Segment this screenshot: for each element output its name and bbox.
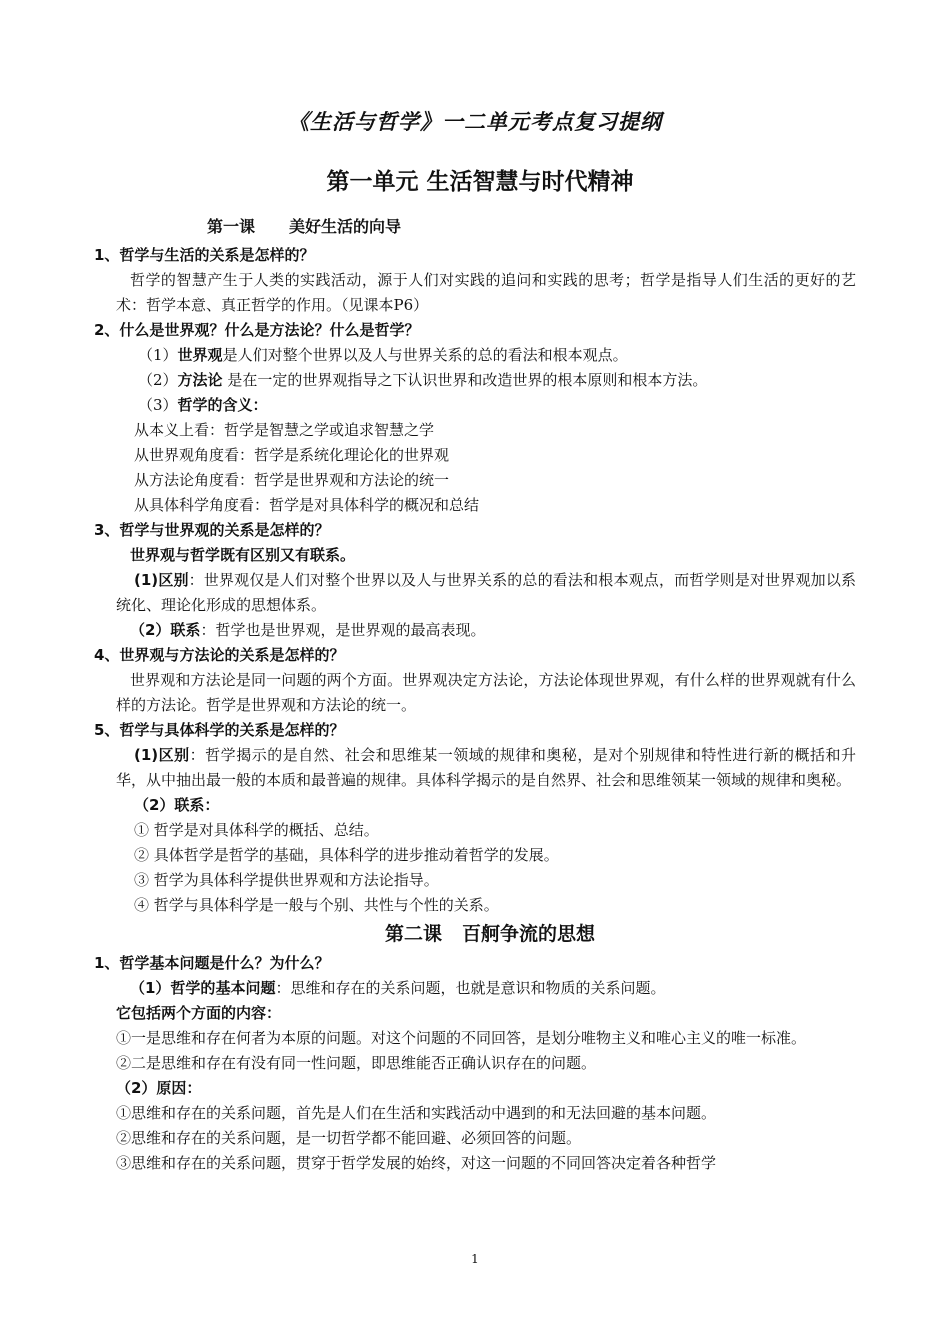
difference-text: ：哲学揭示的是自然、社会和思维某一领域的规律和奥秘，是对个别规律和特性进行新的概括和升华，从中抽出最一般的本质和最普遍的规律。具体科学揭示的是自然界、社会和思维领某一领域的规律和奥秘。 (116, 746, 856, 789)
question-3-connection (94, 618, 856, 643)
question-4-title: 4、世界观与方法论的关系是怎样的？ (94, 646, 345, 664)
philosophy-view-item: 从本义上看：哲学是智慧之学或追求智慧之学 (134, 421, 435, 439)
question-3-title: 3、哲学与世界观的关系是怎样的？ (94, 521, 330, 539)
question-1-body: 哲学的智慧产生于人类的实践活动，源于人们对实践的追问和实践的思考；哲学是指导人们生活的更好的艺术：哲学本意、真正哲学的作用。（见课本P6） (116, 271, 856, 314)
methodology-definition (94, 368, 856, 393)
lesson2-number: 第二课 (384, 923, 442, 945)
philosophy-view-item: 从具体科学角度看：哲学是对具体科学的概况和总结 (134, 496, 480, 514)
difference-label: (1)区别 (134, 746, 190, 764)
question-3-lead: 世界观与哲学既有区别又有联系。 (130, 546, 356, 564)
basic-question-text: ：思维和存在的关系问题，也就是意识和物质的关系问题。 (275, 979, 666, 997)
worldview-number: （1） (138, 346, 178, 364)
methodology-number: （2） (138, 371, 178, 389)
question-5-title: 5、哲学与具体科学的关系是怎样的？ (94, 721, 345, 739)
worldview-text: 是人们对整个世界以及人与世界关系的总的看法和根本观点。 (222, 346, 628, 364)
reason-item: ②思维和存在的关系问题，是一切哲学都不能回避、必须回答的问题。 (116, 1129, 582, 1147)
philosophy-view-item: 从世界观角度看：哲学是系统化理论化的世界观 (134, 446, 450, 464)
difference-text: ：世界观仅是人们对整个世界以及人与世界关系的总的看法和根本观点，而哲学则是对世界观加以系统化、理论化形成的思想体系。 (116, 571, 856, 614)
philosophy-view-item: 从方法论角度看：哲学是世界观和方法论的统一 (134, 471, 450, 489)
lesson1-name: 美好生活的向导 (289, 217, 402, 236)
aspect-2: ②二是思维和存在有没有同一性问题，即思维能否正确认识存在的问题。 (116, 1054, 597, 1072)
aspect-1-text: ①一是思维和存在何者为本原的问题。对这个问题的不同回答，是划分唯物主义和唯心主义的唯一标准。 (116, 1029, 807, 1047)
philosophy-meaning-number: （3） (138, 396, 178, 414)
question-4-text (94, 668, 856, 718)
page-number: 1 (471, 1252, 479, 1266)
connection-item: ② 具体哲学是哲学的基础，具体科学的进步推动着哲学的发展。 (134, 846, 559, 864)
connection-item: ① 哲学是对具体科学的概括、总结。 (134, 821, 379, 839)
aspect-1 (94, 1026, 856, 1051)
worldview-term: 世界观 (177, 346, 223, 364)
philosophy-meaning (94, 393, 856, 418)
lesson2-name: 百舸争流的思想 (462, 923, 596, 945)
lesson1-number: 第一课 (207, 217, 256, 236)
document-title: 《生活与哲学》一二单元考点复习提纲 (288, 110, 662, 134)
question-4-body: 世界观和方法论是同一问题的两个方面。世界观决定方法论，方法论体现世界观，有什么样的世界观就有什么样的方法论。哲学是世界观和方法论的统一。 (116, 671, 856, 714)
connection-label: （2）联系 (130, 621, 201, 639)
reason-item: ③思维和存在的关系问题，贯穿于哲学发展的始终，对这一问题的不同回答决定着各种哲学 (116, 1154, 717, 1172)
document-body (94, 243, 856, 1176)
lesson1-heading (207, 214, 401, 237)
worldview-definition (94, 343, 856, 368)
lesson2-heading (94, 918, 856, 951)
reason-label: （2）原因： (116, 1079, 202, 1097)
connection-text: ：哲学也是世界观，是世界观的最高表现。 (200, 621, 486, 639)
question-1-title: 1、哲学与生活的关系是怎样的？ (94, 246, 315, 264)
question-2-title: 2、什么是世界观？什么是方法论？什么是哲学？ (94, 321, 420, 339)
difference-label: (1)区别 (134, 571, 189, 589)
methodology-text: 是在一定的世界观指导之下认识世界和改造世界的根本原则和根本方法。 (222, 371, 708, 389)
question-3-difference (94, 568, 856, 618)
two-aspects-label: 它包括两个方面的内容： (116, 1004, 282, 1022)
unit-title: 第一单元 生活智慧与时代精神 (326, 169, 634, 195)
reason-item: ①思维和存在的关系问题，首先是人们在生活和实践活动中遇到的和无法回避的基本问题。 (116, 1104, 717, 1122)
methodology-term: 方法论 (177, 371, 223, 389)
question-5-difference (94, 743, 856, 793)
question-5-connection-label: （2）联系： (134, 796, 220, 814)
connection-item: ④ 哲学与具体科学是一般与个别、共性与个性的关系。 (134, 896, 499, 914)
basic-question (94, 976, 856, 1001)
philosophy-meaning-term: 哲学的含义： (177, 396, 268, 414)
question-1-text (94, 268, 856, 318)
connection-item: ③ 哲学为具体科学提供世界观和方法论指导。 (134, 871, 439, 889)
lesson2-question-1-title: 1、哲学基本问题是什么？为什么？ (94, 954, 330, 972)
basic-question-label: （1）哲学的基本问题 (130, 979, 276, 997)
